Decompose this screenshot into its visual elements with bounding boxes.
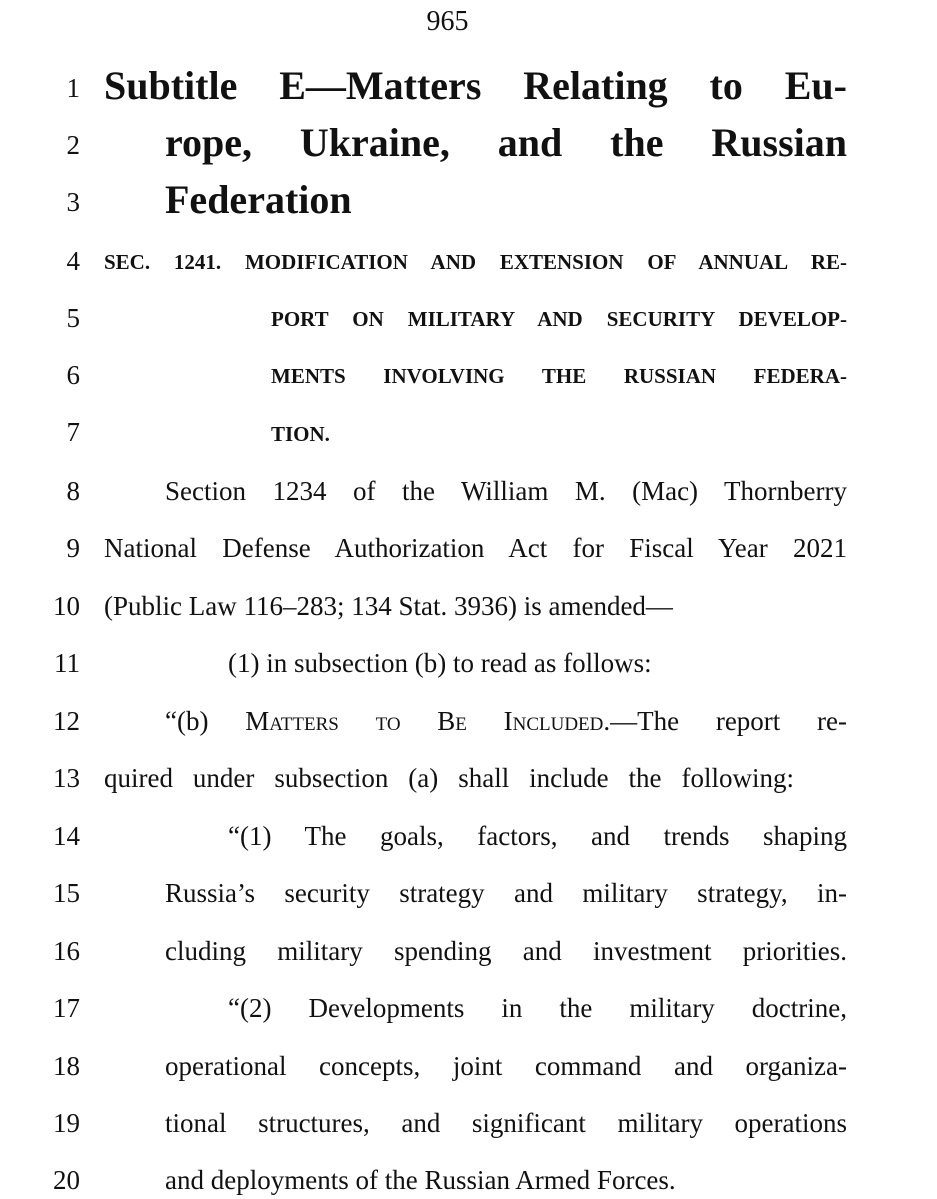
- line-number-5: 5: [66, 303, 80, 333]
- paragraph-marker: “(b): [165, 706, 209, 736]
- body-line-12-rest: —The report re-: [610, 706, 847, 736]
- line-number-2: 2: [66, 130, 80, 160]
- line-number-4: 4: [66, 246, 80, 276]
- line-number-9: 9: [66, 533, 80, 563]
- line-number-11: 11: [54, 648, 80, 678]
- section-heading-line-1: SEC. 1241. MODIFICATION AND EXTENSION OF ANNUAL RE-: [104, 250, 847, 274]
- body-line-9: National Defense Authorization Act for Fiscal Year 2021: [104, 533, 847, 563]
- body-line-8: Section 1234 of the William M. (Mac) Thornberry: [165, 476, 847, 506]
- body-line-13: quired under subsection (a) shall include the following:: [104, 763, 794, 793]
- line-number-10: 10: [53, 591, 80, 621]
- line-number-1: 1: [66, 73, 80, 103]
- line-number-8: 8: [66, 476, 80, 506]
- subtitle-heading-line-2: rope, Ukraine, and the Russian: [165, 120, 847, 165]
- section-heading-line-2: PORT ON MILITARY AND SECURITY DEVELOP-: [271, 307, 847, 331]
- section-heading-line-3: MENTS INVOLVING THE RUSSIAN FEDERA-: [271, 364, 847, 388]
- line-number-12: 12: [53, 706, 80, 736]
- body-line-16: cluding military spending and investment priorities.: [165, 936, 847, 966]
- body-line-10: (Public Law 116–283; 134 Stat. 3936) is amended—: [104, 591, 673, 621]
- body-line-20: and deployments of the Russian Armed Forces.: [165, 1165, 676, 1195]
- line-number-19: 19: [53, 1108, 80, 1138]
- line-number-18: 18: [53, 1051, 80, 1081]
- line-number-17: 17: [53, 993, 80, 1023]
- body-line-19: tional structures, and significant military operations: [165, 1108, 847, 1138]
- page-number: 965: [426, 6, 469, 37]
- body-line-17: “(2) Developments in the military doctrine,: [228, 993, 847, 1023]
- line-number-3: 3: [66, 187, 80, 217]
- paragraph-heading: Matters to Be Included.: [245, 706, 611, 736]
- line-number-16: 16: [53, 936, 80, 966]
- body-line-18: operational concepts, joint command and organiza-: [165, 1051, 847, 1081]
- line-number-6: 6: [66, 360, 80, 390]
- body-line-14: “(1) The goals, factors, and trends shaping: [228, 821, 847, 851]
- body-line-11: (1) in subsection (b) to read as follows:: [228, 648, 652, 678]
- line-number-13: 13: [53, 763, 80, 793]
- subtitle-heading-line-1: Subtitle E—Matters Relating to Eu-: [104, 63, 847, 108]
- line-number-15: 15: [53, 878, 80, 908]
- body-line-12: [165, 708, 847, 735]
- line-number-20: 20: [53, 1165, 80, 1195]
- section-heading-line-4: TION.: [271, 422, 330, 446]
- subtitle-heading-line-3: Federation: [165, 177, 352, 222]
- body-line-15: Russia’s security strategy and military strategy, in-: [165, 878, 847, 908]
- line-number-7: 7: [66, 417, 80, 447]
- line-number-14: 14: [53, 821, 80, 851]
